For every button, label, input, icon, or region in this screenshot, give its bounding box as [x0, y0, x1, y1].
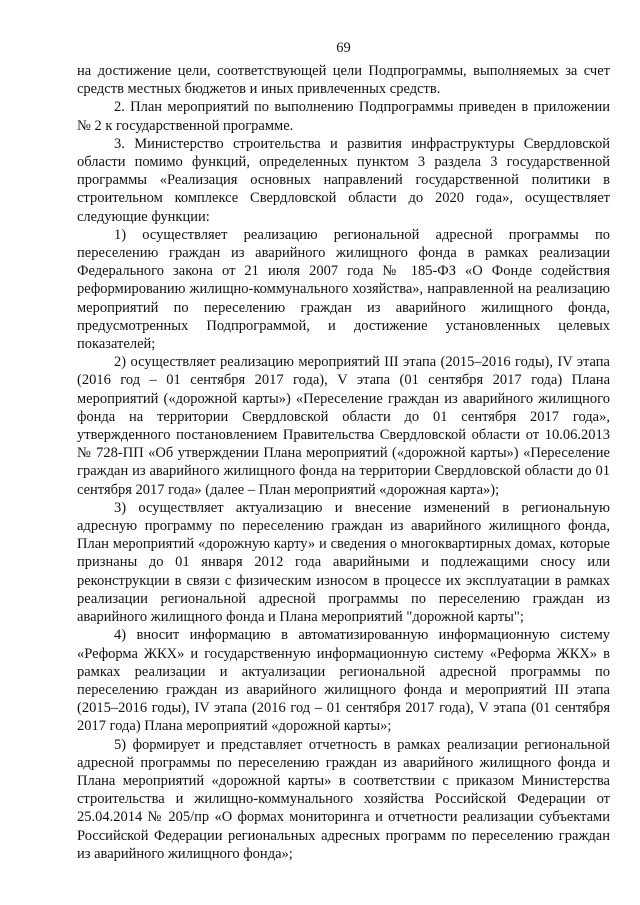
paragraph-function-1: 1) осуществляет реализацию региональной адресной программы по переселению граждан из аварийного жилищного фонда в рамках реализации Федерального закона от 21 июля 2007 года № 185-ФЗ «О Фонде содействия реформированию жилищно-коммунального хозяйства», направленной на реализацию мероприятий по переселению граждан из аварийного жилищного фонда, предусмотренных Подпрограммой, и достижение установленных целевых показателей; — [77, 226, 610, 353]
paragraph-item-3-ministry: 3. Министерство строительства и развития инфраструктуры Свердловской области помимо функций, определенных пунктом 3 раздела 3 государственной программы «Реализация основных направлений государственной политики в строительном комплексе Свердловской области до 2020 года», осуществляет следующие функции: — [77, 135, 610, 225]
page-number: 69 — [336, 40, 351, 56]
paragraph-function-4: 4) вносит информацию в автоматизированную информационную систему «Реформа ЖКХ» и государственную информационную систему «Реформа ЖКХ» в рамках реализации и актуализации региональной адресной программы по переселению граждан из аварийного жилищного фонда и мероприятий III этапа (2015–2016 годы), IV этапа (2016 год – 01 сентября 2017 года), V этапа (01 сентября 2017 года) Плана мероприятий «дорожной карты»; — [77, 627, 610, 735]
paragraph-intro-continuation: на достижение цели, соответствующей цели Подпрограммы, выполняемых за счет средств местных бюджетов и иных привлеченных средств. — [77, 63, 610, 98]
paragraph-function-5: 5) формирует и представляет отчетность в рамках реализации региональной адресной программы по переселению граждан из аварийного жилищного фонда и Плана мероприятий «дорожной карты» в соответствии с приказом Министерства строительства и жилищно-коммунального хозяйства Российской Федерации от 25.04.2014 № 205/пр «О формах мониторинга и отчетности реализации субъектами Российской Федерации региональных адресных программ по переселению граждан из аварийного жилищного фонда»; — [77, 736, 610, 862]
paragraph-item-2-plan: 2. План мероприятий по выполнению Подпрограммы приведен в приложении № 2 к государственной программе. — [77, 99, 610, 134]
paragraph-function-3: 3) осуществляет актуализацию и внесение изменений в региональную адресную программу по переселению граждан из аварийного жилищного фонда, План мероприятий «дорожную карту» и сведения о многоквартирных домах, которые признаны до 01 января 2012 года аварийными и подлежащими сносу или реконструкции в связи с физическим износом в процессе их эксплуатации в рамках реализации региональной адресной программы по переселению граждан из аварийного жилищного фонда и Плана мероприятий "дорожной карты"; — [77, 499, 610, 626]
paragraph-function-2: 2) осуществляет реализацию мероприятий III этапа (2015–2016 годы), IV этапа (2016 год – 01 сентября 2017 года), V этапа (01 сентября 2017 года) Плана мероприятий («дорожной карты») «Переселение граждан из аварийного жилищного фонда на территории Свердловской области до 01 сентября 2017 года», утвержденного постановлением Правительства Свердловской области от 10.06.2013 № 728-ПП «Об утверждении Плана мероприятий («дорожной карты») «Переселение граждан из аварийного жилищного фонда на территории Свердловской области до 01 сентября 2017 года» (далее – План мероприятий «дорожная карта»); — [77, 354, 610, 498]
document-page — [77, 40, 610, 863]
